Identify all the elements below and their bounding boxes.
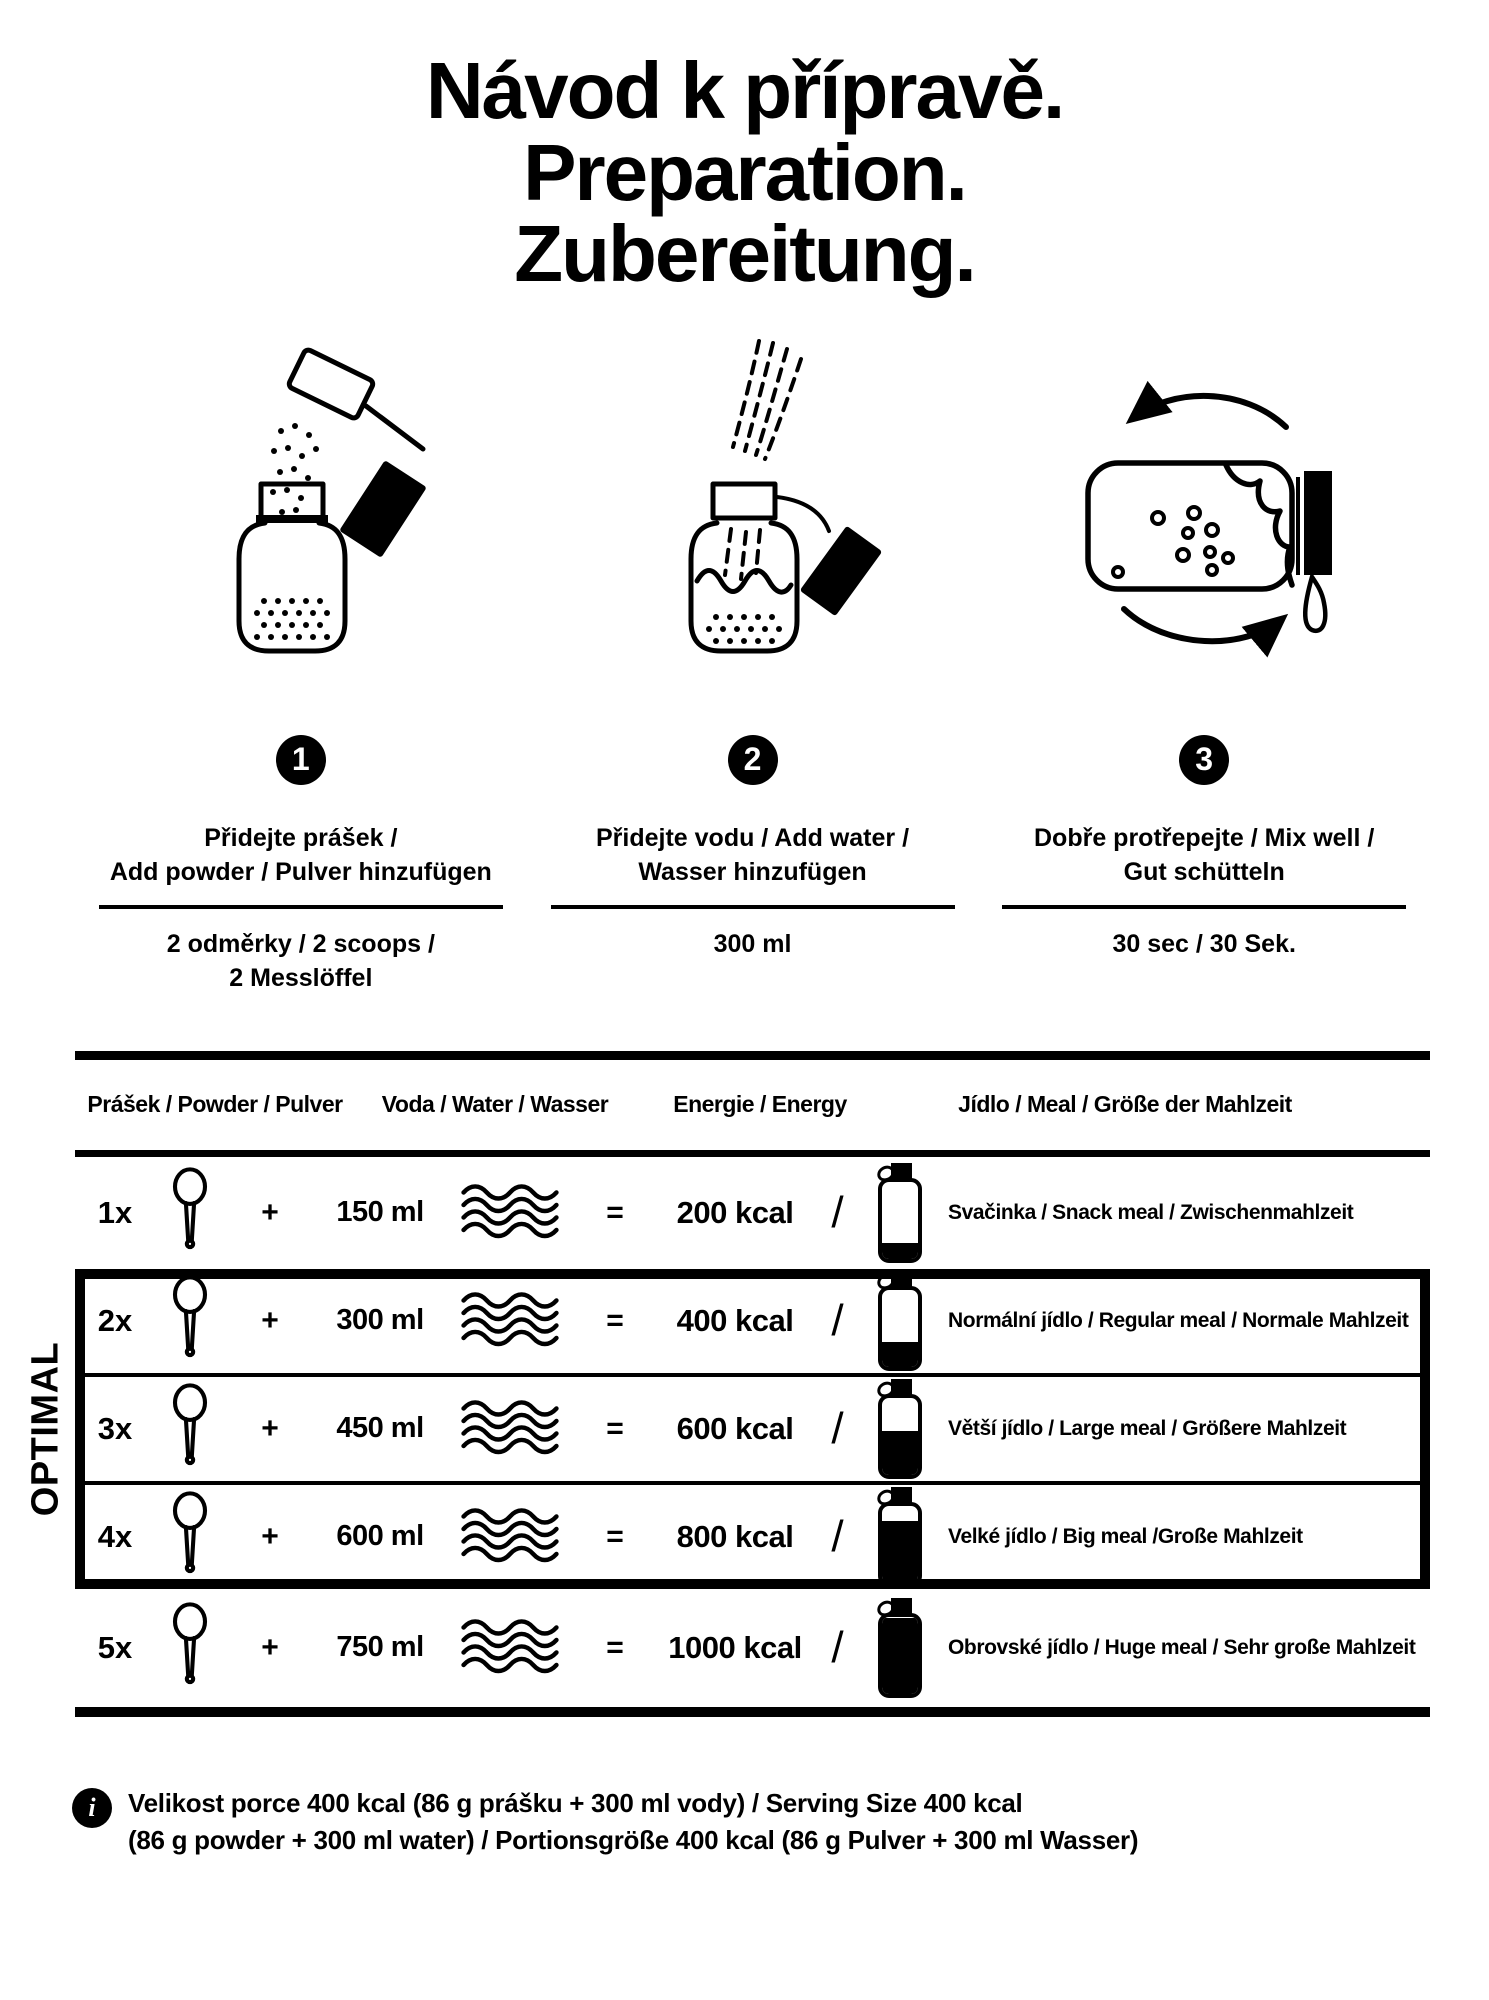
scoop-icon <box>170 1167 210 1259</box>
serving-size-line2: (86 g powder + 300 ml water) / Portionsgröße 400 kcal (86 g Pulver + 300 ml Wasser) <box>128 1825 1139 1856</box>
column-header-meal: Jídlo / Meal / Größe der Mahlzeit <box>958 1091 1292 1118</box>
bottle-fill-level <box>881 1342 919 1368</box>
step-3-divider <box>1002 905 1406 909</box>
water-waves-icon <box>460 1508 560 1566</box>
title-line-cz: Návod k přípravě. <box>425 46 1064 135</box>
scoop-count: 2x <box>97 1302 133 1338</box>
step-3-heading-line2: Gut schütteln <box>1123 857 1285 886</box>
step-2 <box>527 329 979 995</box>
optimal-label: OPTIMAL <box>24 1341 67 1517</box>
page-title <box>0 0 1489 299</box>
step-1-badge <box>276 735 326 785</box>
bottle-fill-icon <box>876 1379 924 1479</box>
scoop-count: 5x <box>97 1629 133 1665</box>
table-row-4x <box>75 1485 1430 1589</box>
bottle-fill-level <box>881 1618 919 1695</box>
step-3-detail <box>1112 927 1295 961</box>
step-2-badge <box>728 735 778 785</box>
meal-label: Svačinka / Snack meal / Zwischenmahlzeit <box>948 1200 1354 1224</box>
step-1 <box>75 329 527 995</box>
steps-row <box>0 329 1489 995</box>
scoop-icon <box>170 1383 210 1475</box>
step-1-number: 1 <box>291 741 310 778</box>
step-2-divider <box>551 905 955 909</box>
plus-sign: + <box>261 1303 279 1337</box>
step-1-heading-line2: Add powder / Pulver hinzufügen <box>109 857 492 886</box>
table-row-5x <box>75 1589 1430 1707</box>
serving-size-line1: Velikost porce 400 kcal (86 g prášku + 300 ml vody) / Serving Size 400 kcal <box>128 1787 1023 1818</box>
table-top-rule <box>75 1051 1430 1060</box>
bottle-shake-icon <box>1054 329 1354 659</box>
plus-sign: + <box>261 1630 279 1664</box>
equals-sign: = <box>606 1411 624 1445</box>
bottle-body <box>878 1613 922 1698</box>
meal-label: Velké jídlo / Big meal /Große Mahlzeit <box>948 1524 1303 1548</box>
table-row-1x <box>75 1157 1430 1269</box>
meal-label: Obrovské jídlo / Huge meal / Sehr große Mahlzeit <box>948 1635 1416 1659</box>
column-header-water: Voda / Water / Wasser <box>381 1091 609 1118</box>
plus-sign: + <box>261 1411 279 1445</box>
slash-separator: / <box>831 1403 844 1453</box>
bottle-fill-icon <box>876 1271 924 1371</box>
step-3-detail-line1: 30 sec / 30 Sek. <box>1112 929 1296 958</box>
table-header-rule <box>75 1150 1430 1157</box>
info-icon-glyph: i <box>88 1792 96 1822</box>
table-row-2x <box>75 1269 1430 1373</box>
table-bottom-rule <box>75 1707 1430 1717</box>
water-amount: 300 ml <box>336 1304 424 1337</box>
column-header-energy: Energie / Energy <box>673 1091 847 1118</box>
scoop-count: 3x <box>97 1410 133 1446</box>
meal-label: Větší jídlo / Large meal / Größere Mahlzeit <box>948 1416 1347 1440</box>
bottle-body <box>878 1502 922 1587</box>
water-amount: 450 ml <box>336 1412 424 1445</box>
scoop-count: 1x <box>97 1194 133 1230</box>
water-waves-icon <box>460 1184 560 1242</box>
title-line-de: Zubereitung. <box>514 209 975 299</box>
step-1-detail-line2: 2 Messlöffel <box>229 963 373 992</box>
energy-value: 800 kcal <box>676 1518 794 1554</box>
scoop-icon <box>170 1491 210 1583</box>
equals-sign: = <box>606 1303 624 1337</box>
scoop-count: 4x <box>97 1518 133 1554</box>
table-row-3x <box>75 1377 1430 1481</box>
step-3-number: 3 <box>1195 741 1214 778</box>
bottle-fill-icon <box>876 1163 924 1263</box>
energy-value: 200 kcal <box>676 1194 794 1230</box>
slash-separator: / <box>831 1622 844 1672</box>
shake-bottle-illustration <box>1054 329 1354 659</box>
step-3-heading <box>1034 821 1374 889</box>
slash-separator: / <box>831 1295 844 1345</box>
water-amount: 750 ml <box>336 1631 424 1664</box>
dosing-table <box>24 1051 1430 1717</box>
energy-value: 1000 kcal <box>668 1629 802 1665</box>
step-2-number: 2 <box>743 741 762 778</box>
bottle-body <box>878 1394 922 1479</box>
water-amount: 600 ml <box>336 1520 424 1553</box>
serving-size-text <box>128 1785 1138 1860</box>
step-2-detail <box>714 927 792 961</box>
bottle-body <box>878 1286 922 1371</box>
bottle-fill-icon <box>876 1598 924 1698</box>
bottle-fill-level <box>881 1243 919 1260</box>
step-3 <box>978 329 1430 995</box>
step-3-heading-line1: Dobře protřepejte / Mix well / <box>1034 823 1375 852</box>
step-2-detail-line1: 300 ml <box>713 929 792 958</box>
step-1-heading-line1: Přidejte prášek / <box>204 823 398 852</box>
water-amount: 150 ml <box>336 1196 424 1229</box>
add-powder-illustration <box>161 329 441 659</box>
meal-label: Normální jídlo / Regular meal / Normale Mahlzeit <box>948 1308 1409 1332</box>
step-1-detail-line1: 2 odměrky / 2 scoops / <box>166 929 435 958</box>
equals-sign: = <box>606 1519 624 1553</box>
energy-value: 600 kcal <box>676 1410 794 1446</box>
water-waves-icon <box>460 1400 560 1458</box>
energy-value: 400 kcal <box>676 1302 794 1338</box>
water-waves-icon <box>460 1619 560 1677</box>
scoop-icon <box>170 1602 210 1694</box>
step-2-heading <box>596 821 909 889</box>
step-1-heading <box>110 821 492 889</box>
add-water-illustration <box>613 329 893 659</box>
bottle-water-pour-icon <box>613 329 893 659</box>
bottle-fill-icon <box>876 1487 924 1587</box>
plus-sign: + <box>261 1195 279 1229</box>
water-waves-icon <box>460 1292 560 1350</box>
title-line-en: Preparation. <box>523 127 966 217</box>
bottle-fill-level <box>881 1521 919 1584</box>
plus-sign: + <box>261 1519 279 1553</box>
slash-separator: / <box>831 1511 844 1561</box>
bottle-fill-level <box>881 1431 919 1476</box>
equals-sign: = <box>606 1630 624 1664</box>
optimal-range-box <box>24 1269 1430 1589</box>
bottle-scoop-powder-icon <box>161 329 441 659</box>
step-1-divider <box>99 905 503 909</box>
slash-separator: / <box>831 1187 844 1237</box>
info-icon <box>72 1788 112 1828</box>
step-2-heading-line1: Přidejte vodu / Add water / <box>596 823 910 852</box>
step-3-badge <box>1179 735 1229 785</box>
step-2-heading-line2: Wasser hinzufügen <box>638 857 867 886</box>
table-header-row <box>75 1060 1430 1150</box>
serving-size-note <box>72 1785 1430 1860</box>
bottle-body <box>878 1178 922 1263</box>
column-header-powder: Prášek / Powder / Pulver <box>87 1091 343 1118</box>
equals-sign: = <box>606 1195 624 1229</box>
scoop-icon <box>170 1275 210 1367</box>
step-1-detail <box>167 927 435 995</box>
